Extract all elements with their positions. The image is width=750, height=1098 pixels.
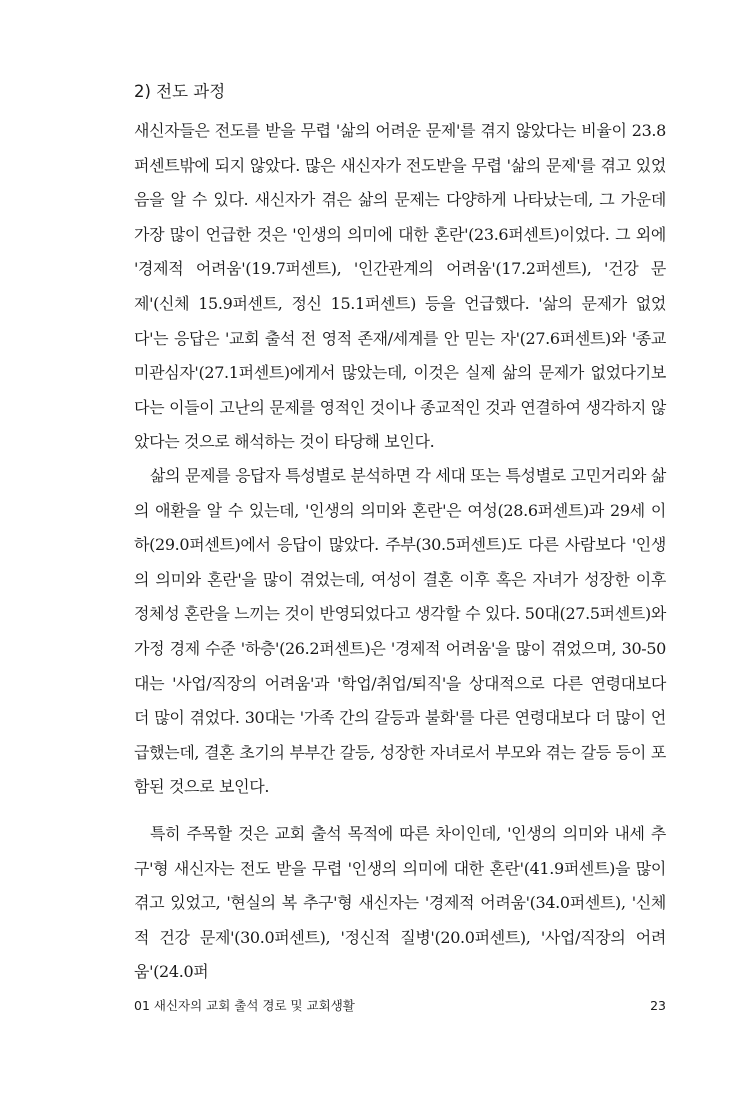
body-paragraph-2: 삶의 문제를 응답자 특성별로 분석하면 각 세대 또는 특성별로 고민거리와 삶의 애환을 알 수 있는데, '인생의 의미와 혼란'은 여성(28.6퍼센트)과 29세 이하(29.0퍼센트)에서 응답이 많았다. 주부(30.5퍼센트)도 다른 사람보다 '인생의 의미와 혼란'을 많이 겪었는데, 여성이 결혼 이후 혹은 자녀가 성장한 이후 정체성 혼란을 느끼는 것이 반영되었다고 생각할 수 있다. 50대(27.5퍼센트)와 가정 경제 수준 '하층'(26.2퍼센트)은 '경제적 어려움'을 많이 겪었으며, 30-50대는 '사업/직장의 어려움'과 '학업/취업/퇴직'을 상대적으로 다른 연령대보다 더 많이 겪었다. 30대는 '가족 간의 갈등과 불화'를 다른 연령대보다 더 많이 언급했는데, 결혼 초기의 부부간 갈등, 성장한 자녀로서 부모와 겪는 갈등 등이 포함된 것으로 보인다. xyxy=(134,466,666,797)
body-paragraph-3: 특히 주목할 것은 교회 출석 목적에 따른 차이인데, '인생의 의미와 내세 추구'형 새신자는 전도 받을 무렵 '인생의 의미에 대한 혼란'(41.9퍼센트)을 많이 겪고 있었고, '현실의 복 추구'형 새신자는 '경제적 어려움'(34.0퍼센트), '신체적 건강 문제'(30.0퍼센트), '정신적 질병'(20.0퍼센트), '사업/직장의 어려움'(24.0퍼 xyxy=(134,824,666,982)
body-paragraph-1: 새신자들은 전도를 받을 무렵 '삶의 어려운 문제'를 겪지 않았다는 비율이 23.8퍼센트밖에 되지 않았다. 많은 새신자가 전도받을 무렵 '삶의 문제'를 겪고 있었음을 알 수 있다. 새신자가 겪은 삶의 문제는 다양하게 나타났는데, 그 가운데 가장 많이 언급한 것은 '인생의 의미에 대한 혼란'(23.6퍼센트)이었다. 그 외에 '경제적 어려움'(19.7퍼센트), '인간관계의 어려움'(17.2퍼센트), '건강 문제'(신체 15.9퍼센트, 정신 15.1퍼센트) 등을 언급했다. '삶의 문제가 없었다'는 응답은 '교회 출석 전 영적 존재/세계를 안 믿는 자'(27.6퍼센트)와 '종교 미관심자'(27.1퍼센트)에게서 많았는데, 이것은 실제 삶의 문제가 없었다기보다는 이들이 고난의 문제를 영적인 것이나 종교적인 것과 연결하여 생각하지 않았다는 것으로 해석하는 것이 타당해 보인다. xyxy=(134,121,666,452)
page-number: 23 xyxy=(650,998,666,1013)
section-heading: 2) 전도 과정 xyxy=(134,82,226,101)
running-title: 01 새신자의 교회 출석 경로 및 교회생활 xyxy=(134,998,355,1013)
